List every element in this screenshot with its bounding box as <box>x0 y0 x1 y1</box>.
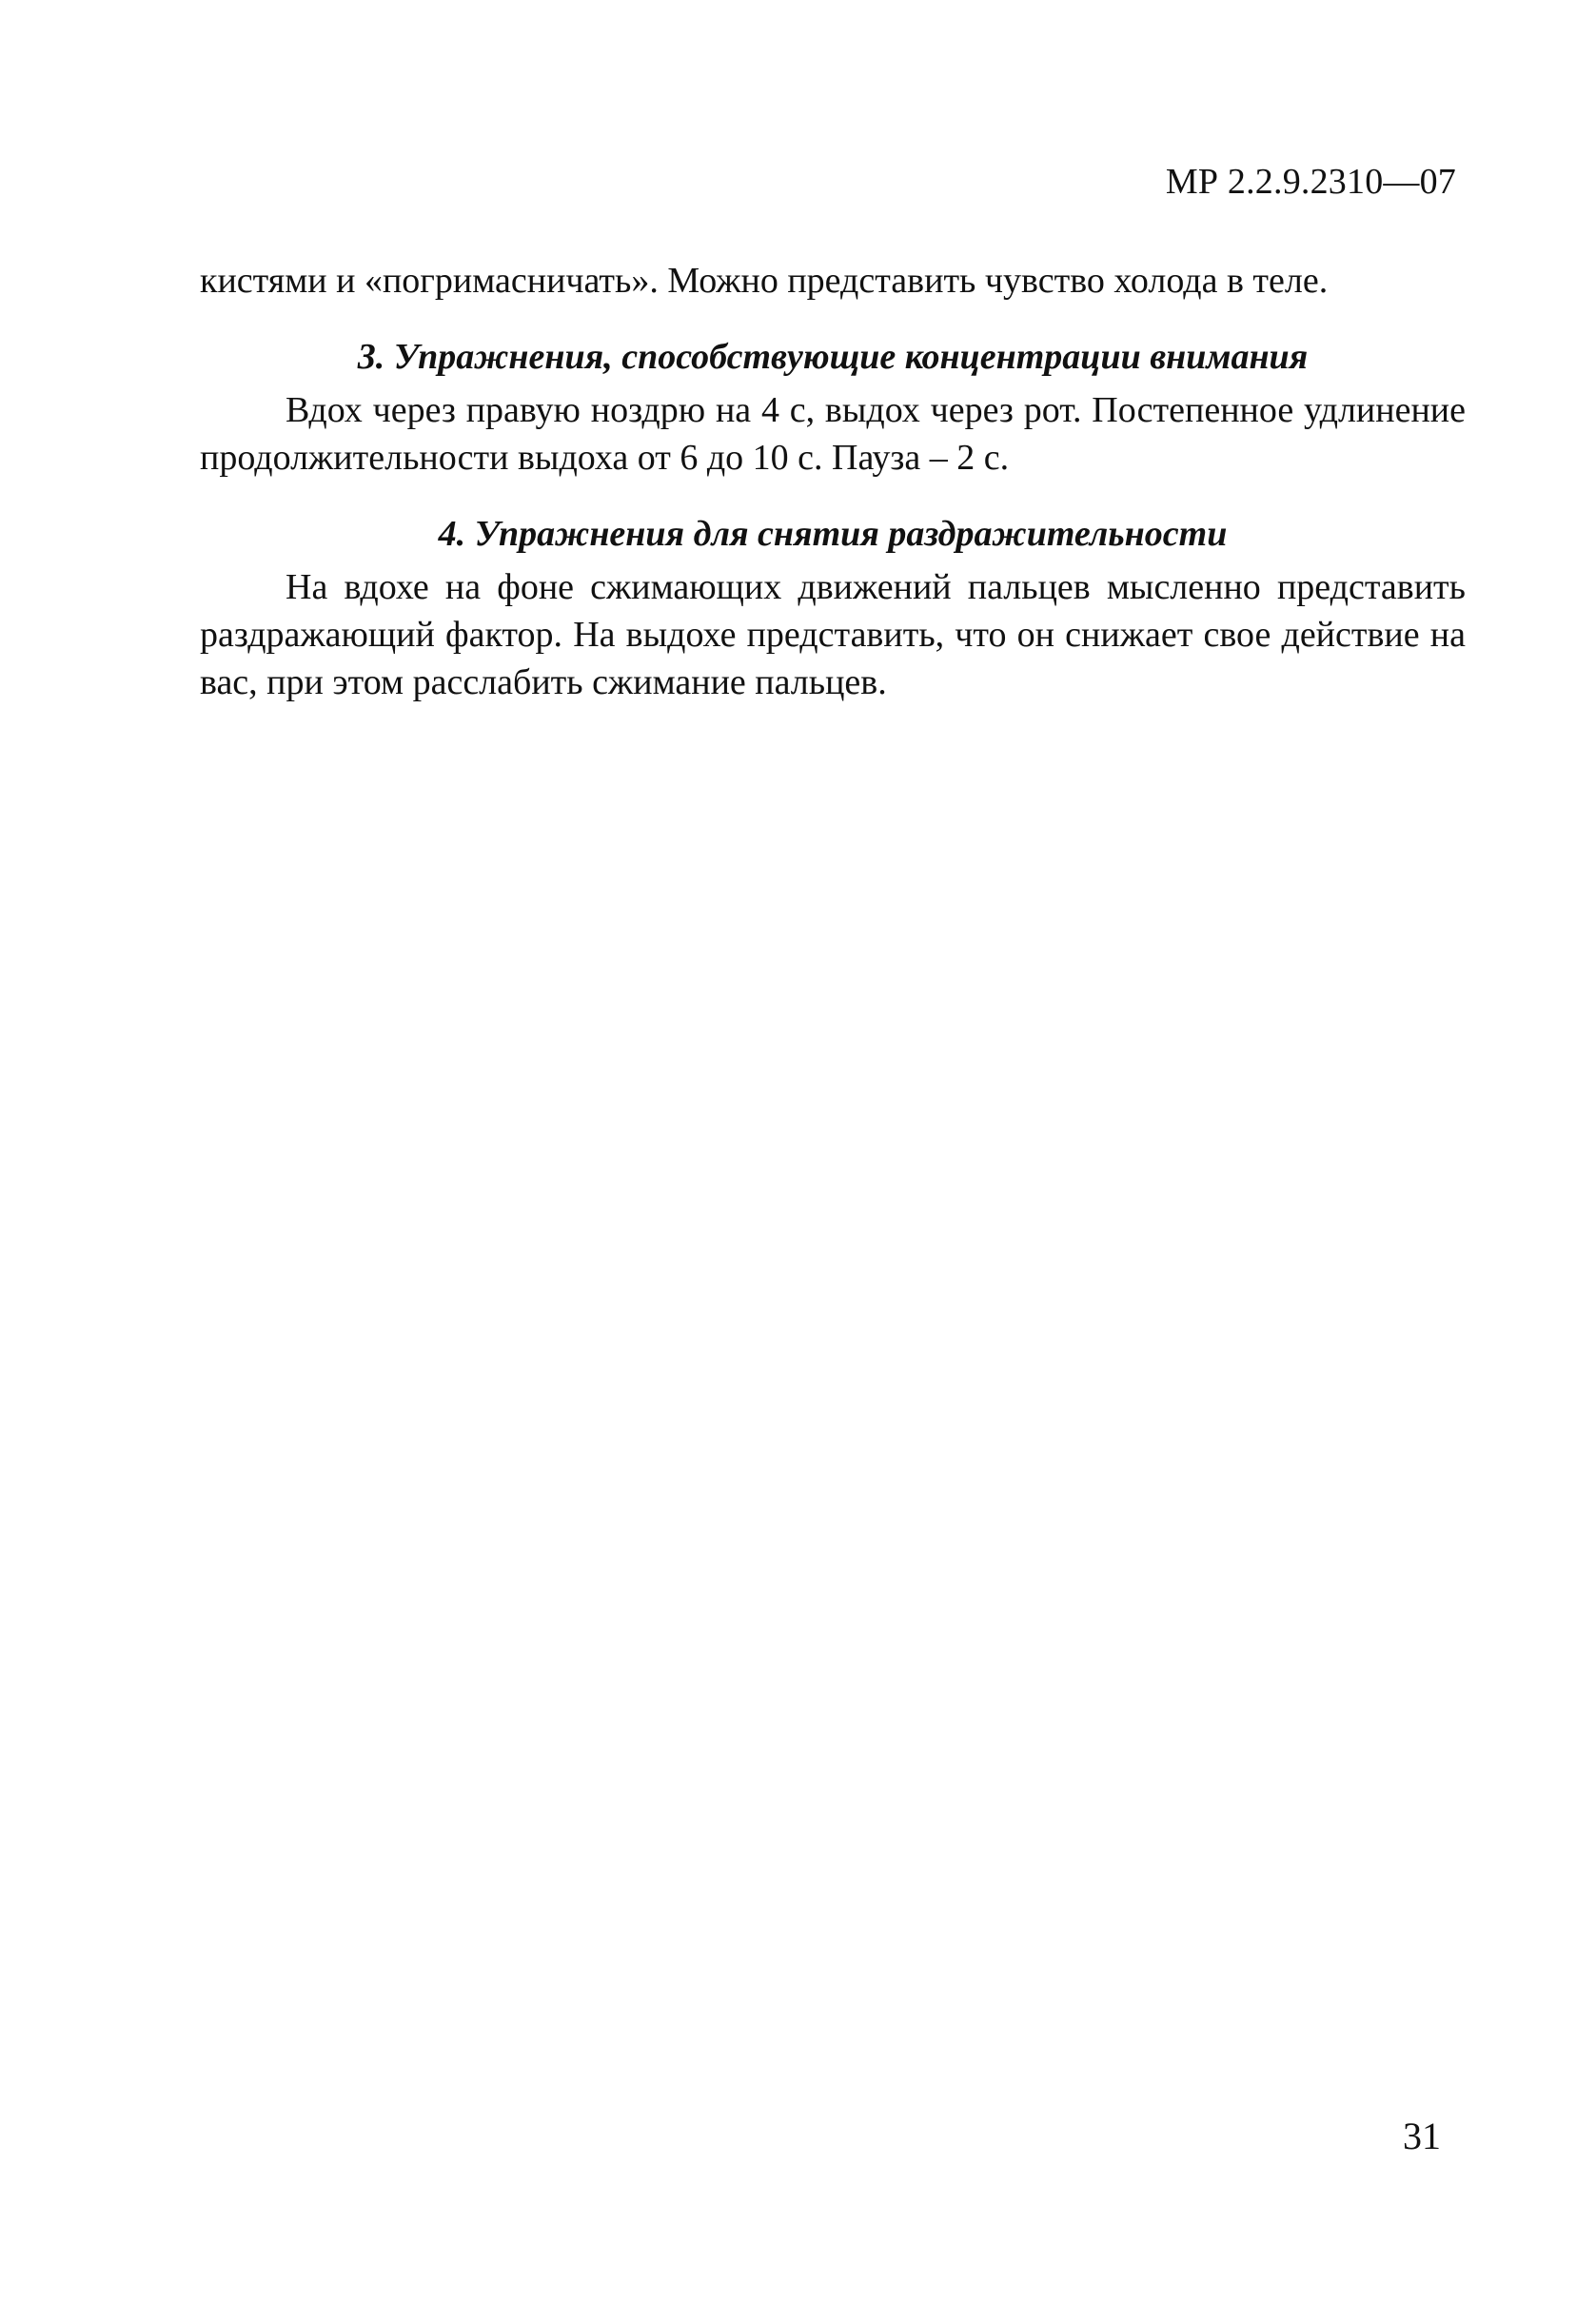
irritability-exercise-paragraph: На вдохе на фоне сжимающих движений пальцев мысленно представить раздражающий фактор. На выдохе представить, что он снижает свое действие на вас, при этом расслабить сжимание пальцев. <box>200 567 1466 702</box>
continued-paragraph: кистями и «погримасничать». Можно представить чувство холода в теле. <box>200 261 1329 301</box>
section-3-heading: 3. Упражнения, способствующие концентрации внимания <box>357 337 1309 377</box>
document-body <box>200 257 1466 706</box>
section-4-heading: 4. Упражнения для снятия раздражительности <box>438 514 1228 554</box>
breathing-exercise-paragraph: Вдох через правую ноздрю на 4 с, выдох через рот. Постепенное удлинение продолжительности выдоха от 6 до 10 с. Пауза – 2 с. <box>200 390 1466 478</box>
page-number: 31 <box>1403 2115 1441 2157</box>
document-code-header: МР 2.2.9.2310—07 <box>1165 162 1456 202</box>
